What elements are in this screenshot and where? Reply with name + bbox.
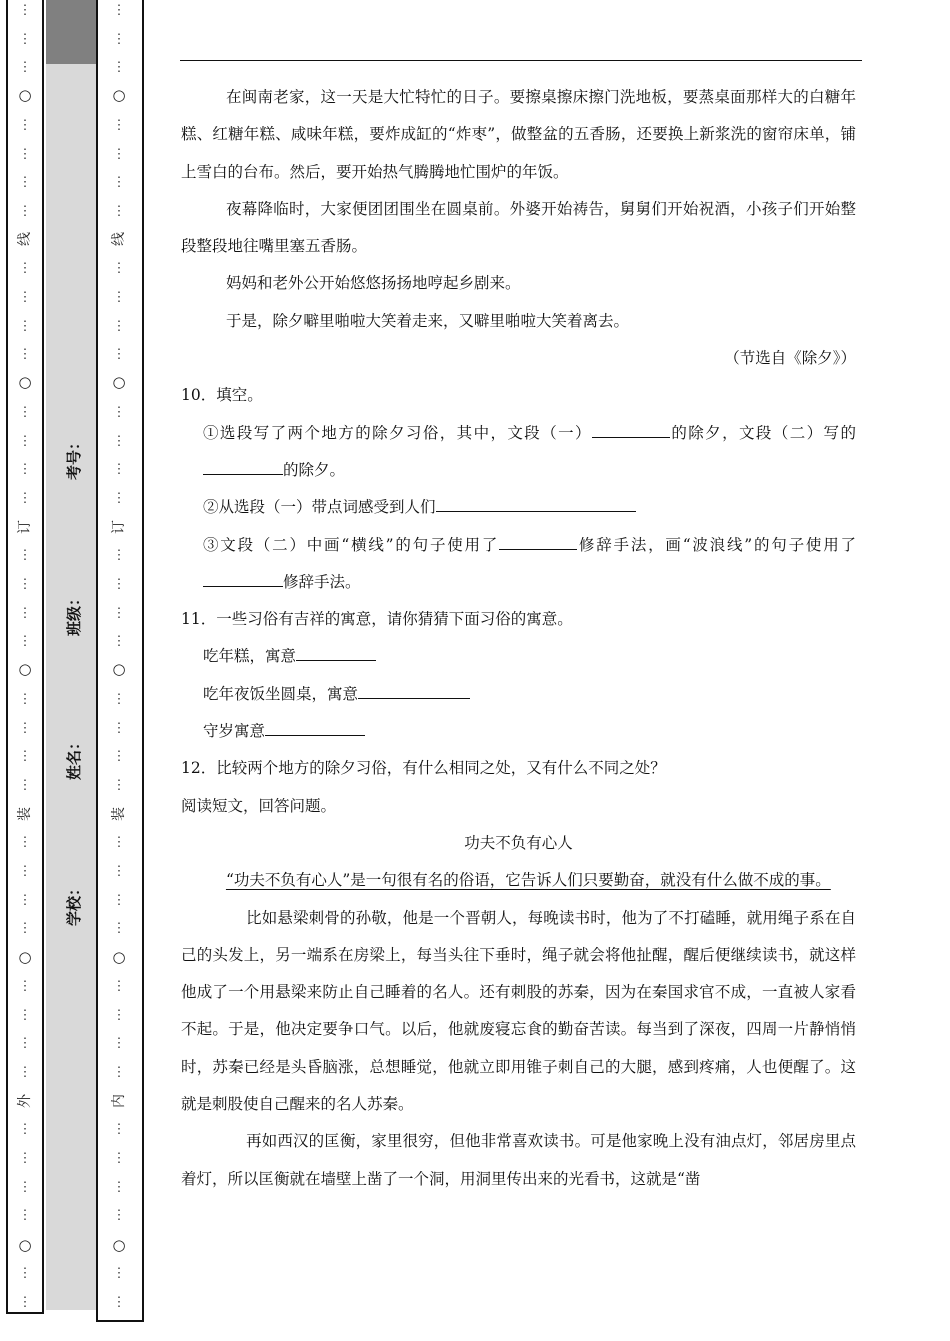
outer-cut-word-3: 装 xyxy=(17,807,33,821)
outer-dot-marker: ⋮ xyxy=(18,203,32,219)
inner-dot-marker: ⋮ xyxy=(112,60,126,76)
outer-dot-marker: ⋮ xyxy=(18,548,32,564)
q10-item1-text-b: 的除夕，文段（二）写的 xyxy=(669,423,856,442)
outer-dot-marker: ⋮ xyxy=(18,146,32,162)
inner-dot-marker: ⋮ xyxy=(112,921,126,937)
inner-dot-marker: ⋮ xyxy=(112,1179,126,1195)
q10-blank-1[interactable] xyxy=(592,420,670,437)
outer-dot-marker: ⋮ xyxy=(18,1179,32,1195)
outer-dot-marker: ⋮ xyxy=(18,60,32,76)
outer-dot-marker: ⋮ xyxy=(18,175,32,191)
outer-dot-marker: ⋮ xyxy=(18,1122,32,1138)
inner-dot-marker: ⋮ xyxy=(112,548,126,564)
passage-source: （节选自《除夕》） xyxy=(724,349,856,368)
q11-blank-2[interactable] xyxy=(358,681,470,698)
class-label: 班级： xyxy=(64,590,83,636)
inner-circle-marker: ○ xyxy=(112,948,126,966)
passage-paragraph-3: 妈妈和老外公开始悠悠扬扬地哼起乡剧来。 xyxy=(225,274,521,293)
name-field[interactable] xyxy=(13,734,133,780)
inner-dot-marker: ⋮ xyxy=(112,1151,126,1166)
outer-circle-marker: ○ xyxy=(18,1236,32,1254)
binding-info-band xyxy=(46,0,96,1310)
question-10-title: 10．填空。 xyxy=(181,386,263,405)
inner-cut-line xyxy=(107,0,131,1310)
inner-cut-word-4: 内 xyxy=(111,1094,127,1108)
outer-dot-marker: ⋮ xyxy=(18,261,32,277)
inner-dot-marker: ⋮ xyxy=(112,146,126,162)
inner-dot-marker: ⋮ xyxy=(112,577,126,592)
q11-item2-text: 吃年夜饭坐圆桌，寓意 xyxy=(203,684,359,703)
outer-dot-marker: ⋮ xyxy=(18,1208,32,1224)
inner-dot-marker: ⋮ xyxy=(112,1064,126,1080)
outer-circle-marker: ○ xyxy=(18,948,32,966)
outer-dot-marker: ⋮ xyxy=(18,1036,32,1052)
passage-paragraph-4: 于是，除夕噼里啪啦大笑着走来，又噼里啪啦大笑着离去。 xyxy=(225,311,629,330)
inner-dot-marker: ⋮ xyxy=(112,1294,126,1310)
inner-dot-marker: ⋮ xyxy=(112,1122,126,1138)
reading-paragraph-3: 再如西汉的匡衡，家里很穷，但他非常喜欢读书。可是他家晚上没有油点灯，邻居房里点着灯，所以匡衡就在墙壁上凿了一个洞，用洞里传出来的光看书，这就是“凿 xyxy=(181,1132,856,1188)
inner-cut-word-2: 订 xyxy=(111,520,127,534)
inner-dot-marker: ⋮ xyxy=(112,175,126,191)
outer-circle-marker: ○ xyxy=(18,660,32,678)
q10-item3-text-c: 修辞手法。 xyxy=(283,572,361,591)
outer-dot-marker: ⋮ xyxy=(18,777,32,793)
exam-content xyxy=(181,79,856,1198)
question-10-item-3 xyxy=(181,527,856,602)
inner-dot-marker: ⋮ xyxy=(112,1208,126,1224)
q10-blank-2[interactable] xyxy=(203,458,283,475)
inner-dot-marker: ⋮ xyxy=(112,864,126,879)
exam-number-label: 考号： xyxy=(64,434,83,480)
outer-dot-marker: ⋮ xyxy=(18,490,32,506)
outer-dot-marker: ⋮ xyxy=(18,921,32,937)
question-11-title: 11．一些习俗有吉祥的寓意，请你猜猜下面习俗的寓意。 xyxy=(181,610,573,629)
reading-p1-underlined: “功夫不负有心人”是一句很有名的俗语，它告诉人们只要勤奋，就没有什么做不成的事。 xyxy=(225,871,831,890)
question-12-title: 12．比较两个地方的除夕习俗，有什么相同之处，又有什么不同之处？ xyxy=(181,759,666,778)
outer-dot-marker: ⋮ xyxy=(18,347,32,363)
outer-dot-marker: ⋮ xyxy=(18,433,32,449)
inner-dot-marker: ⋮ xyxy=(112,290,126,305)
outer-dot-marker: ⋮ xyxy=(18,605,32,621)
inner-dot-marker: ⋮ xyxy=(112,892,126,908)
class-field[interactable] xyxy=(13,590,133,636)
inner-dot-marker: ⋮ xyxy=(112,605,126,621)
inner-dot-marker: ⋮ xyxy=(112,261,126,277)
passage-paragraph-1: 在闽南老家，这一天是大忙特忙的日子。要擦桌擦床擦门洗地板，要蒸桌面那样大的白糖年糕、红糖年糕、咸味年糕，要炸成缸的“炸枣”，做整盆的五香肠，还要换上新浆洗的窗帘床单，铺上雪白的台布。然后，要开始热气腾腾地忙围炉的年饭。 xyxy=(181,88,856,181)
outer-dot-marker: ⋮ xyxy=(18,1265,32,1281)
school-field[interactable] xyxy=(13,880,133,926)
outer-cut-word-2: 订 xyxy=(17,520,33,534)
outer-dot-marker: ⋮ xyxy=(18,835,32,851)
inner-dot-marker: ⋮ xyxy=(112,1265,126,1281)
inner-circle-marker: ○ xyxy=(112,86,126,104)
outer-dot-marker: ⋮ xyxy=(18,1294,32,1310)
q11-item1-text: 吃年糕，寓意 xyxy=(203,647,297,666)
outer-circle-marker: ○ xyxy=(18,373,32,391)
q10-blank-3[interactable] xyxy=(436,495,636,512)
inner-dot-marker: ⋮ xyxy=(112,462,126,478)
question-10-item-1 xyxy=(181,415,856,490)
inner-dot-marker: ⋮ xyxy=(112,31,126,47)
question-11-item-2 xyxy=(181,676,856,713)
outer-dot-marker: ⋮ xyxy=(18,749,32,765)
outer-dot-marker: ⋮ xyxy=(18,404,32,420)
reading-instruction: 阅读短文，回答问题。 xyxy=(181,796,337,815)
inner-dot-marker: ⋮ xyxy=(112,318,126,334)
outer-circle-marker: ○ xyxy=(18,86,32,104)
outer-dot-marker: ⋮ xyxy=(18,318,32,334)
outer-dot-marker: ⋮ xyxy=(18,634,32,650)
inner-dot-marker: ⋮ xyxy=(112,1007,126,1023)
inner-dot-marker: ⋮ xyxy=(112,634,126,650)
reading-title: 功夫不负有心人 xyxy=(464,833,573,852)
reading-paragraph-1 xyxy=(181,862,856,899)
inner-dot-marker: ⋮ xyxy=(112,117,126,133)
outer-cut-word-1: 线 xyxy=(17,232,33,246)
outer-dot-marker: ⋮ xyxy=(18,577,32,592)
exam-number-field[interactable] xyxy=(13,434,133,480)
outer-dot-marker: ⋮ xyxy=(18,3,32,18)
inner-circle-marker: ○ xyxy=(112,660,126,678)
outer-dot-marker: ⋮ xyxy=(18,1007,32,1023)
inner-dot-marker: ⋮ xyxy=(112,720,126,736)
q10-blank-5[interactable] xyxy=(203,570,283,587)
question-11-item-1 xyxy=(181,638,856,675)
reading-paragraph-2: 比如悬梁刺骨的孙敬，他是一个晋朝人，每晚读书时，他为了不打磕睡，就用绳子系在自己的头发上，另一端系在房梁上，每当头往下垂时，绳子就会将他扯醒，醒后便继续读书，就这样他成了一个用悬梁来防止自己睡着的名人。还有刺股的苏秦，因为在秦国求官不成，一直被人家看不起。于是，他决定要争口气。以后，他就废寝忘食的勤奋苦读。每当到了深夜，四周一片静悄悄时，苏秦已经是头昏脑涨，总想睡觉，他就立即用锥子刺自己的大腿，感到疼痛，人也便醒了。这就是刺股使自己醒来的名人苏秦。 xyxy=(181,908,856,1114)
inner-circle-marker: ○ xyxy=(112,373,126,391)
inner-dot-marker: ⋮ xyxy=(112,835,126,851)
q10-blank-4[interactable] xyxy=(499,532,577,549)
q11-blank-3[interactable] xyxy=(265,719,365,736)
q10-item1-text-a: ①选段写了两个地方的除夕习俗，其中，文段（一） xyxy=(203,423,592,442)
inner-dot-marker: ⋮ xyxy=(112,777,126,793)
inner-dot-marker: ⋮ xyxy=(112,404,126,420)
inner-dot-marker: ⋮ xyxy=(112,749,126,765)
inner-cut-word-3: 装 xyxy=(111,807,127,821)
question-11-item-3 xyxy=(181,713,856,750)
q10-item2-text: ②从选段（一）带点词感受到人们 xyxy=(203,498,436,517)
header-rule xyxy=(180,60,862,61)
outer-dot-marker: ⋮ xyxy=(18,1064,32,1080)
inner-circle-marker: ○ xyxy=(112,1236,126,1254)
outer-dot-marker: ⋮ xyxy=(18,978,32,994)
outer-dot-marker: ⋮ xyxy=(18,117,32,133)
outer-dot-marker: ⋮ xyxy=(18,892,32,908)
inner-dot-marker: ⋮ xyxy=(112,347,126,363)
inner-dot-marker: ⋮ xyxy=(112,1036,126,1052)
inner-cut-word-1: 线 xyxy=(111,232,127,246)
outer-dot-marker: ⋮ xyxy=(18,290,32,305)
q11-blank-1[interactable] xyxy=(296,644,376,661)
outer-cut-word-4: 外 xyxy=(17,1094,33,1108)
binding-dark-block xyxy=(46,0,96,64)
inner-dot-marker: ⋮ xyxy=(112,490,126,506)
outer-dot-marker: ⋮ xyxy=(18,462,32,478)
outer-dot-marker: ⋮ xyxy=(18,691,32,707)
name-label: 姓名： xyxy=(64,734,83,780)
inner-dot-marker: ⋮ xyxy=(112,433,126,449)
q10-item3-text-a: ③文段（二）中画“横线”的句子使用了 xyxy=(203,535,500,554)
outer-dot-marker: ⋮ xyxy=(18,720,32,736)
inner-dot-marker: ⋮ xyxy=(112,203,126,219)
school-label: 学校： xyxy=(64,880,83,926)
passage-paragraph-2: 夜幕降临时，大家便团团围坐在圆桌前。外婆开始祷告，舅舅们开始祝酒，小孩子们开始整段整段地往嘴里塞五香肠。 xyxy=(181,199,856,256)
outer-dot-marker: ⋮ xyxy=(18,1151,32,1166)
outer-cut-line xyxy=(13,0,37,1310)
q10-item1-text-c: 的除夕。 xyxy=(283,460,346,479)
inner-dot-marker: ⋮ xyxy=(112,691,126,707)
q10-item3-text-b: 修辞手法，画“波浪线”的句子使用了 xyxy=(577,535,856,554)
outer-dot-marker: ⋮ xyxy=(18,31,32,47)
q11-item3-text: 守岁寓意 xyxy=(203,722,266,741)
inner-dot-marker: ⋮ xyxy=(112,3,126,18)
inner-dot-marker: ⋮ xyxy=(112,978,126,994)
question-10-item-2 xyxy=(181,489,856,526)
outer-dot-marker: ⋮ xyxy=(18,864,32,879)
